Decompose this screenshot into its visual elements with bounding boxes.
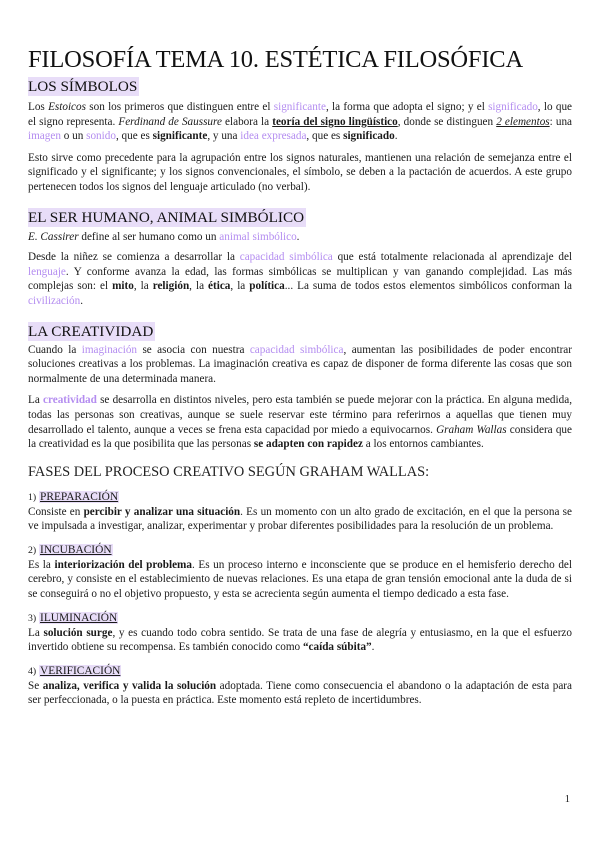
text: a los entornos cambiantes. bbox=[362, 438, 484, 451]
phase-1 bbox=[28, 490, 572, 534]
creatividad-paragraph-2 bbox=[28, 393, 572, 451]
text: , lo que el signo representa. bbox=[28, 101, 572, 128]
section-heading-creatividad: LA CREATIVIDAD bbox=[28, 322, 154, 340]
page-title: FILOSOFÍA TEMA 10. ESTÉTICA FILOSÓFICA bbox=[28, 46, 523, 73]
text: . bbox=[296, 230, 300, 243]
simbolos-paragraph-1 bbox=[28, 100, 572, 144]
phase-heading bbox=[28, 490, 572, 505]
term-graham-wallas: Graham Wallas bbox=[436, 423, 507, 436]
phase-text bbox=[28, 679, 572, 708]
phase-heading bbox=[28, 611, 572, 626]
phase-text bbox=[28, 626, 572, 655]
text: Los bbox=[28, 101, 49, 113]
ser-humano-paragraph-1 bbox=[28, 230, 572, 245]
term-imagen: imagen bbox=[28, 130, 61, 143]
term-significado-bold: significado bbox=[343, 130, 395, 143]
term-politica: política bbox=[249, 280, 285, 293]
term-civilizacion: civilización bbox=[28, 294, 81, 307]
text: se asocia con nuestra bbox=[137, 343, 250, 356]
term-teoria-signo: teoría del signo lingüístico bbox=[272, 115, 398, 128]
phase-key-term: solución surge bbox=[43, 626, 113, 639]
text: , la bbox=[133, 280, 153, 293]
text: ... La suma de todos estos elementos simbólicos conforman la bbox=[284, 280, 573, 293]
section-heading-ser-humano: EL SER HUMANO, ANIMAL SIMBÓLICO bbox=[28, 208, 305, 226]
text: . bbox=[371, 641, 375, 654]
text: se desarrolla en distintos niveles, pero esta también se puede mejorar con la práctica. En alguna medida, todas las personas son creativas, aunque se suele reservar este término para referirnos a aquellas que tienen muy desarrollado el talento, aunque a veces se frena esta capacidad por miedo a equivocarnos. bbox=[28, 394, 572, 436]
term-etica: ética bbox=[208, 280, 231, 293]
term-sonido: sonido bbox=[86, 130, 116, 143]
phase-key-term: percibir y analizar una situación bbox=[83, 505, 241, 518]
text: o un bbox=[60, 130, 87, 143]
term-significado: significado bbox=[488, 101, 538, 113]
text: considera que la creatividad es la que posibilita que las personas bbox=[28, 423, 572, 451]
phase-3 bbox=[28, 611, 572, 655]
text: , aumentan las posibilidades de poder encontrar soluciones creativas a los problemas. La imaginación creativa es capaz de disponer de forma diferente las cosas que son normalmente de una determinada manera. bbox=[28, 343, 572, 385]
term-significante-bold: significante bbox=[152, 130, 208, 143]
term-saussure: Ferdinand de Saussure bbox=[118, 115, 222, 128]
text: que está totalmente relacionada al aprendizaje del bbox=[332, 251, 573, 264]
text: , la forma que adopta el signo; y el bbox=[325, 101, 489, 113]
phase-2 bbox=[28, 543, 572, 602]
ser-humano-paragraph-2 bbox=[28, 250, 572, 308]
phase-text bbox=[28, 505, 572, 534]
text: . bbox=[80, 294, 83, 307]
term-capacidad-simbolica: capacidad simbólica bbox=[239, 251, 333, 264]
phase-label: ILUMINACIÓN bbox=[40, 611, 118, 624]
text: Cuando la bbox=[28, 343, 82, 356]
text: La bbox=[28, 394, 43, 407]
text: , la bbox=[230, 280, 250, 293]
term-lenguaje: lenguaje bbox=[28, 265, 66, 278]
phase-key-term: interiorización del problema bbox=[54, 558, 192, 571]
text: Se bbox=[28, 679, 43, 692]
text: Consiste en bbox=[28, 505, 84, 518]
text: . Es un proceso interno e inconsciente que se produce en el hemisferio derecho del cerebro, y consiste en el establecimiento de nuevas relaciones. Es una etapa de gran tensión emocional ante la duda de si se conseguirá o no el objetivo propuesto, y esta se acrecienta según aumenta el tiempo dedicado a esta fase. bbox=[28, 558, 572, 601]
term-capacidad-simbolica: capacidad simbólica bbox=[249, 343, 344, 356]
simbolos-paragraph-2: Esto sirve como precedente para la agrupación entre los signos naturales, mantienen una relación de semejanza entre el significado y el significante; y los signos convencionales, el símbolo, se deben a la pactación de acuerdos. A este grupo pertenecen todos los signos del lenguaje articulado (no verbal). bbox=[28, 151, 572, 193]
phase-number: 4) bbox=[28, 665, 37, 677]
phase-key-term-2: “caída súbita” bbox=[302, 641, 372, 654]
term-se-adapten: se adapten con rapidez bbox=[253, 438, 363, 451]
text: , la bbox=[189, 280, 209, 293]
phase-text bbox=[28, 558, 572, 602]
text: , y es cuando todo cobra sentido. Se trata de una fase de alegría y entusiasmo, en la que el esfuerzo invertido obtiene su recompensa. Es también conocido como bbox=[28, 626, 572, 654]
text: : una bbox=[549, 115, 573, 128]
document-page bbox=[28, 0, 572, 708]
phase-number: 1) bbox=[28, 491, 37, 503]
text: , donde se distinguen bbox=[397, 115, 497, 128]
phase-number: 3) bbox=[28, 612, 37, 624]
section-creatividad bbox=[28, 322, 572, 341]
term-dos-elementos: 2 elementos bbox=[496, 115, 550, 128]
phases-title: FASES DEL PROCESO CREATIVO SEGÚN GRAHAM WALLAS: bbox=[28, 463, 430, 480]
term-religion: religión bbox=[152, 280, 190, 293]
text: . bbox=[394, 130, 398, 143]
term-idea-expresada: idea expresada bbox=[240, 130, 307, 143]
text: , que es bbox=[115, 130, 153, 143]
text: son los primeros que distinguen entre el bbox=[85, 101, 274, 113]
phase-heading bbox=[28, 664, 572, 679]
creatividad-paragraph-1 bbox=[28, 343, 572, 387]
text: elabora la bbox=[221, 115, 273, 128]
phase-key-term: analiza, verifica y valida la solución bbox=[42, 679, 217, 692]
term-imaginacion: imaginación bbox=[81, 343, 138, 356]
phase-label: PREPARACIÓN bbox=[40, 490, 119, 503]
text: define al ser humano como un bbox=[78, 230, 220, 243]
term-significante: significante bbox=[273, 101, 326, 113]
term-animal-simbolico: animal simbólico bbox=[219, 230, 297, 243]
text: Es la bbox=[28, 558, 55, 571]
phase-label: INCUBACIÓN bbox=[40, 543, 112, 556]
text: adoptada. Tiene como consecuencia el abandono o la adaptación de esta para ser perfeccionada, o la puesta en práctica. Este momento está repleto de incertidumbres. bbox=[28, 679, 572, 707]
phase-heading bbox=[28, 543, 572, 558]
text: . Es un momento con un alto grado de excitación, en el que la persona se ve impulsada a investigar, analizar, experimentar y probar diferentes posibilidades para la resolución de un problema. bbox=[28, 505, 572, 533]
term-mito: mito bbox=[112, 280, 134, 293]
term-estoicos: Estoicos bbox=[48, 101, 86, 113]
text: La bbox=[28, 626, 44, 639]
section-simbolos bbox=[28, 77, 572, 96]
section-heading-simbolos: LOS SÍMBOLOS bbox=[28, 78, 138, 95]
text: . Y conforme avanza la edad, las formas simbólicas se multiplican y van ganando complejidad. Las más complejas son: el bbox=[28, 265, 572, 293]
text: , que es bbox=[306, 130, 344, 143]
phase-number: 2) bbox=[28, 544, 37, 556]
term-cassirer: E. Cassirer bbox=[28, 230, 79, 243]
section-ser-humano bbox=[28, 208, 572, 227]
text: , y una bbox=[207, 130, 241, 143]
phase-label: VERIFICACIÓN bbox=[40, 664, 121, 677]
phase-4 bbox=[28, 664, 572, 708]
text: Desde la niñez se comienza a desarrollar la bbox=[28, 251, 240, 264]
term-creatividad: creatividad bbox=[43, 394, 97, 407]
page-number: 1 bbox=[564, 794, 570, 805]
